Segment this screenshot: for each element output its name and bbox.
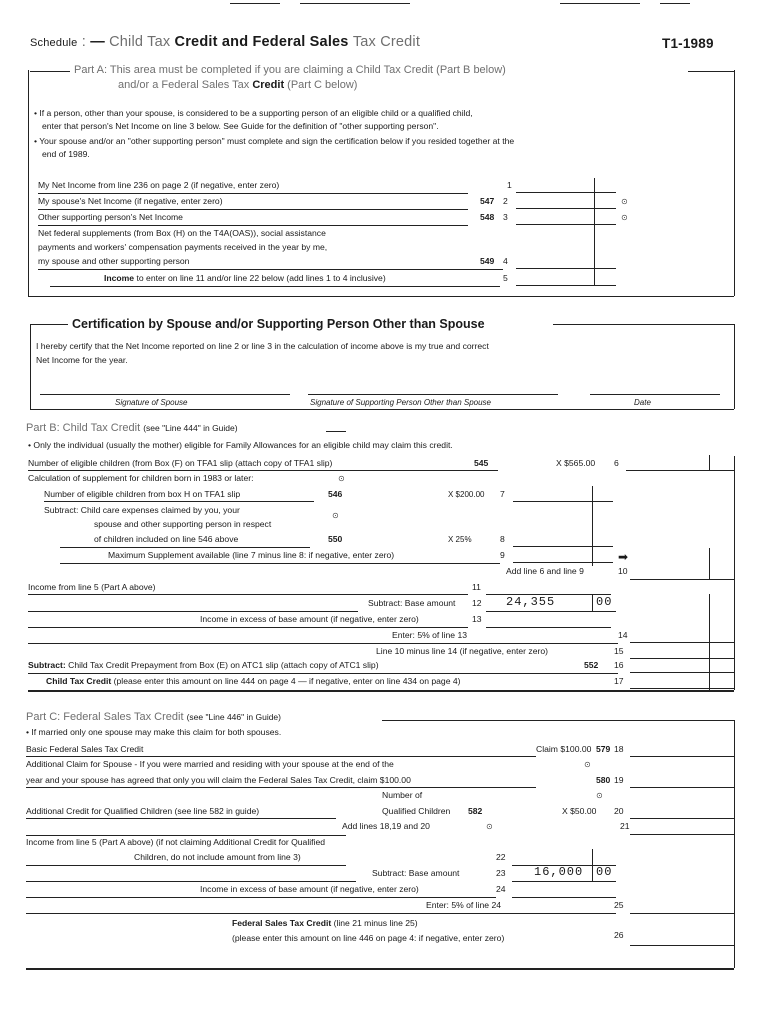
part-a-bullet-2: • Your spouse and/or an "other supporting person" must complete and sign the certification below if you resided together at the (34, 136, 515, 146)
marker-icon: ⊙ (621, 213, 628, 222)
marker-icon: ⊙ (584, 760, 591, 769)
line-17-number: 17 (614, 676, 624, 686)
line-22-label-cont: Children, do not include amount from line 3) (134, 852, 301, 862)
spouse-signature-label: Signature of Spouse (115, 398, 188, 407)
line-7-number: 7 (500, 489, 505, 499)
marker-icon: ⊙ (621, 197, 628, 206)
line-17-label: Child Tax Credit (please enter this amount on line 444 on page 4 — if negative, enter on line 434 on page 4) (46, 676, 461, 686)
line-2-number: 2 (503, 196, 508, 206)
line-2-field[interactable] (516, 208, 616, 209)
line-12-amount: 24,355 (506, 595, 556, 609)
cents-divider (594, 178, 595, 286)
part-a-frame-left (28, 70, 29, 296)
line-18-claim: Claim $100.00 (536, 744, 592, 754)
part-a-bullet-1-cont: enter that person's Net Income on line 3 below. See Guide for the definition of "other supporting person". (42, 121, 439, 131)
line-18-label: Basic Federal Sales Tax Credit (26, 744, 144, 754)
line-6-number: 6 (614, 458, 619, 468)
part-a-frame-right (734, 70, 735, 296)
part-a-subtitle: and/or a Federal Sales Tax Credit (Part C below) (118, 79, 358, 91)
part-b-title: Part B: Child Tax Credit (see "Line 444" in Guide) (26, 422, 238, 434)
line-18-field[interactable] (630, 756, 734, 757)
line-21-label: Add lines 18,19 and 20 (342, 821, 430, 831)
line-4-label-cont: my spouse and other supporting person (38, 256, 190, 266)
part-b-bullet: • Only the individual (usually the mother) eligible for Family Allowances for an eligible child may claim this credit. (28, 440, 453, 450)
line-12-label: Subtract: Base amount (368, 598, 456, 608)
line-21-field[interactable] (630, 834, 734, 835)
line-8-field[interactable] (513, 546, 613, 547)
line-12-number: 12 (472, 598, 482, 608)
line-23-amount: 16,000 (534, 865, 584, 879)
certification-text-cont: Net Income for the year. (36, 355, 128, 365)
line-4-field[interactable] (516, 268, 616, 269)
line-7-label: Number of eligible children from box H on TFA1 slip (44, 489, 241, 499)
date-line[interactable] (590, 394, 720, 395)
line-14-field[interactable] (630, 642, 734, 643)
line-26-label: Federal Sales Tax Credit (line 21 minus line 25) (232, 918, 418, 928)
line-24-label: Income in excess of base amount (if negative, enter zero) (200, 884, 419, 894)
line-20-number: 20 (614, 806, 624, 816)
supporting-signature-label: Signature of Supporting Person Other than Spouse (310, 398, 492, 407)
form-number: T1-1989 (662, 36, 714, 51)
line-16-field[interactable] (630, 672, 734, 673)
line-4-label: Net federal supplements (from Box (H) on the T4A(OAS)), social assistance (38, 228, 326, 238)
line-22-number: 22 (496, 852, 506, 862)
line-15-number: 15 (614, 646, 624, 656)
line-18-code: 579 (596, 744, 611, 754)
line-8-multiplier: X 25% (448, 535, 472, 544)
line-13-field[interactable] (486, 627, 611, 628)
line-26-number: 26 (614, 930, 624, 940)
line-3-number: 3 (503, 212, 508, 222)
certification-title: Certification by Spouse and/or Supporting Person Other than Spouse (72, 317, 485, 331)
line-7-code: 546 (328, 489, 343, 499)
line-10-field[interactable] (630, 579, 734, 580)
certification-text: I hereby certify that the Net Income reported on line 2 or line 3 in the calculation of income above is my true and correct (36, 341, 489, 351)
line-9-label: Maximum Supplement available (line 7 minus line 8: if negative, enter zero) (108, 550, 395, 560)
line-20-code: 582 (468, 806, 483, 816)
line-3-label: Other supporting person's Net Income (38, 212, 183, 222)
line-23-number: 23 (496, 868, 506, 878)
line-26-label-cont: (please enter this amount on line 446 on page 4: if negative, enter zero) (232, 933, 505, 943)
line-20-number-of: Number of (382, 790, 423, 800)
line-13-label: Income in excess of base amount (if negative, enter zero) (200, 614, 419, 624)
line-20-qualified: Qualified Children (382, 806, 451, 816)
line-25-field[interactable] (630, 913, 734, 914)
part-a-frame-bottom (28, 296, 734, 297)
part-a-bullet-2-cont: end of 1989. (42, 149, 90, 159)
line-10-number: 10 (618, 566, 628, 576)
line-8-label-cont: of children included on line 546 above (94, 534, 239, 544)
line-7-field[interactable] (513, 501, 613, 502)
line-14-label: Enter: 5% of line 13 (392, 630, 468, 640)
marker-icon: ⊙ (338, 474, 345, 483)
line-9-field[interactable] (513, 562, 613, 563)
line-23-cents: 00 (596, 865, 613, 879)
line-8-number: 8 (500, 534, 505, 544)
marker-icon: ⊙ (332, 511, 339, 520)
line-3-field[interactable] (516, 224, 616, 225)
arrow-right-icon: ➡ (618, 550, 629, 564)
part-a-frame-top (30, 71, 70, 72)
line-15-field[interactable] (630, 658, 734, 659)
line-24-field[interactable] (512, 897, 616, 898)
line-1-field[interactable] (516, 192, 616, 193)
supplement-label: Calculation of supplement for children born in 1983 or later: (28, 473, 254, 483)
line-3-code: 548 (480, 212, 495, 222)
supporting-person-signature-line[interactable] (308, 394, 558, 395)
line-1-label: My Net Income from line 236 on page 2 (if negative, enter zero) (38, 180, 280, 190)
top-rule (660, 3, 690, 4)
line-6-field[interactable] (626, 470, 734, 471)
marker-icon: ⊙ (486, 822, 493, 831)
top-rule (230, 3, 280, 4)
line-19-label: Additional Claim for Spouse - If you were married and residing with your spouse at the end of the (26, 759, 394, 769)
line-14-number: 14 (618, 630, 628, 640)
line-16-code: 552 (584, 660, 599, 670)
line-10-label: Add line 6 and line 9 (506, 566, 584, 576)
spouse-signature-line[interactable] (40, 394, 290, 395)
line-19-field[interactable] (630, 787, 734, 788)
line-13-number: 13 (472, 614, 482, 624)
line-2-label: My spouse's Net Income (if negative, enter zero) (38, 196, 223, 206)
line-21-number: 21 (620, 821, 630, 831)
top-rule (300, 3, 410, 4)
line-17-field[interactable] (630, 688, 734, 689)
line-19-number: 19 (614, 775, 624, 785)
line-16-label: Subtract: Child Tax Credit Prepayment from Box (E) on ATC1 slip (attach copy of ATC1 slip) (28, 660, 379, 670)
line-4-label-cont: payments and workers' compensation payments received in the year by me, (38, 242, 328, 252)
line-4-code: 549 (480, 256, 495, 266)
line-2-code: 547 (480, 196, 495, 206)
line-22-label: Income from line 5 (Part A above) (if not claiming Additional Credit for Qualified (26, 837, 326, 847)
line-8-label: Subtract: Child care expenses claimed by you, your (44, 505, 240, 515)
line-12-cents: 00 (596, 595, 613, 609)
line-26-field[interactable] (630, 945, 734, 946)
line-11-label: Income from line 5 (Part A above) (28, 582, 156, 592)
part-a-title: Part A: This area must be completed if you are claiming a Child Tax Credit (Part B below) (74, 64, 506, 76)
part-c-title: Part C: Federal Sales Tax Credit (see "Line 446" in Guide) (26, 711, 281, 723)
part-a-bullet-1: • If a person, other than your spouse, is considered to be a supporting person of an eligible child or a qualified child, (34, 108, 473, 118)
line-5-field[interactable] (516, 285, 616, 286)
line-20-field[interactable] (630, 818, 734, 819)
line-4-number: 4 (503, 256, 508, 266)
part-c-bullet: • If married only one spouse may make this claim for both spouses. (26, 727, 282, 737)
line-9-number: 9 (500, 550, 505, 560)
line-8-code: 550 (328, 534, 343, 544)
line-19-label-cont: year and your spouse has agreed that only you will claim the Federal Sales Tax Credit, claim $100.00 (26, 775, 411, 785)
line-7-multiplier: X $200.00 (448, 490, 485, 499)
line-6-label: Number of eligible children (from Box (F) on TFA1 slip (attach copy of TFA1 slip) (28, 458, 333, 468)
line-8-label-cont: spouse and other supporting person in respect (94, 519, 272, 529)
line-16-number: 16 (614, 660, 624, 670)
line-11-number: 11 (472, 582, 481, 592)
line-15-label: Line 10 minus line 14 (if negative, enter zero) (376, 646, 548, 656)
line-6-multiplier: X $565.00 (556, 458, 596, 468)
line-20-multiplier: X $50.00 (562, 806, 597, 816)
line-25-label: Enter: 5% of line 24 (426, 900, 502, 910)
line-18-number: 18 (614, 744, 624, 754)
line-23-label: Subtract: Base amount (372, 868, 460, 878)
line-25-number: 25 (614, 900, 624, 910)
line-6-code: 545 (474, 458, 489, 468)
date-label: Date (634, 398, 651, 407)
line-20-label: Additional Credit for Qualified Children (see line 582 in guide) (26, 806, 260, 816)
line-5-label: Income to enter on line 11 and/or line 22 below (add lines 1 to 4 inclusive) (104, 273, 386, 283)
line-24-number: 24 (496, 884, 506, 894)
line-19-code: 580 (596, 775, 611, 785)
part-a-frame-top (688, 71, 734, 72)
marker-icon: ⊙ (596, 791, 603, 800)
schedule-title: Schedule : — Child Tax Credit and Federal Sales Tax Credit (30, 34, 421, 50)
top-rule (560, 3, 640, 4)
line-1-number: 1 (507, 180, 512, 190)
line-5-number: 5 (503, 273, 508, 283)
